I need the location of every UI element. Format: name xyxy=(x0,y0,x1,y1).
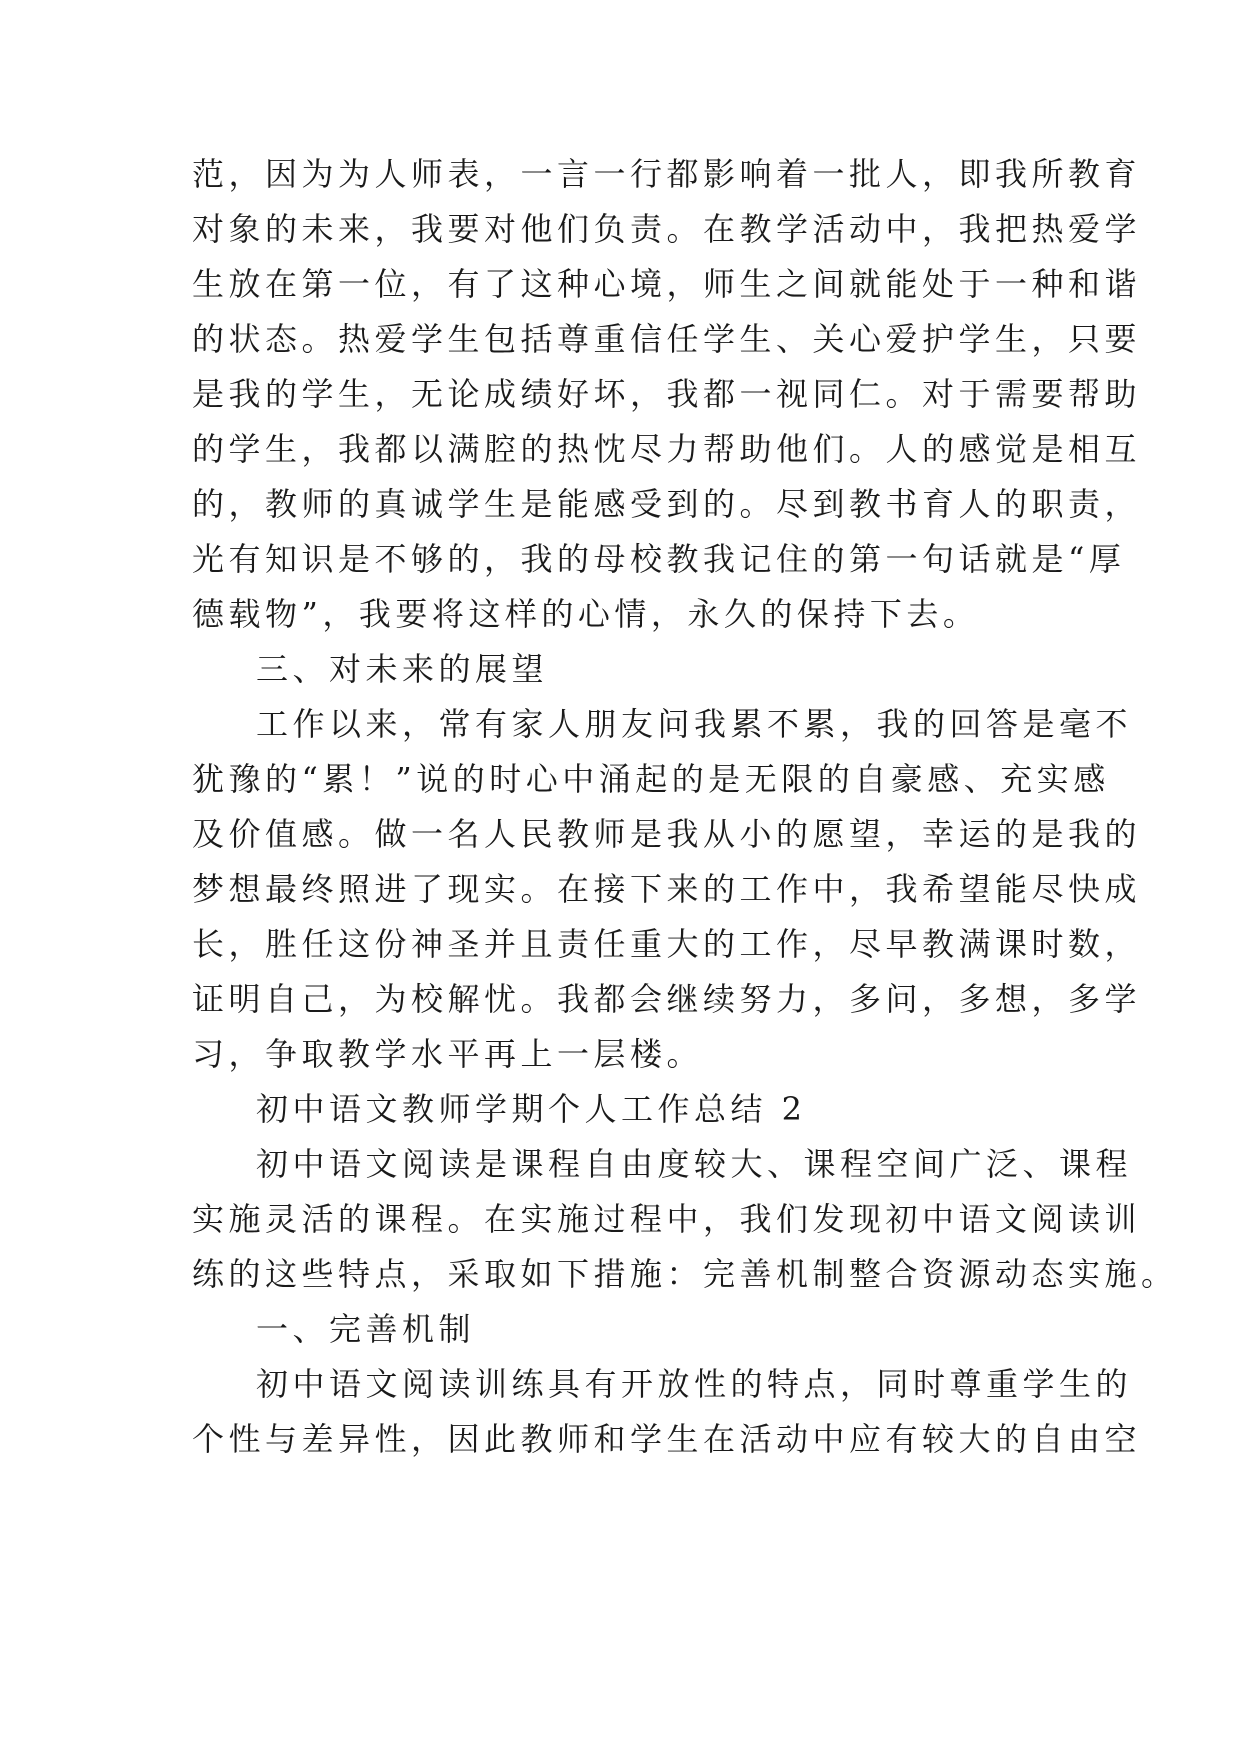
text-line: 实施灵活的课程。在实施过程中，我们发现初中语文阅读训 xyxy=(192,1200,1142,1238)
text-line: 的学生，我都以满腔的热忱尽力帮助他们。人的感觉是相互 xyxy=(192,430,1142,468)
text-line: 生放在第一位，有了这种心境，师生之间就能处于一种和谐 xyxy=(192,265,1142,303)
text-line: 对象的未来，我要对他们负责。在教学活动中，我把热爱学 xyxy=(192,210,1142,248)
text-line: 习，争取教学水平再上一层楼。 xyxy=(192,1035,704,1073)
paragraph-first-line: 初中语文阅读训练具有开放性的特点，同时尊重学生的 xyxy=(256,1365,1133,1403)
article-title: 初中语文教师学期个人工作总结 2 xyxy=(256,1090,807,1128)
text-line: 犹豫的“累！”说的时心中涌起的是无限的自豪感、充实感 xyxy=(192,760,1110,798)
text-line: 长，胜任这份神圣并且责任重大的工作，尽早教满课时数， xyxy=(192,925,1142,963)
text-line: 及价值感。做一名人民教师是我从小的愿望，幸运的是我的 xyxy=(192,815,1142,853)
text-line: 练的这些特点，采取如下措施：完善机制整合资源动态实施。 xyxy=(192,1255,1178,1293)
paragraph-first-line: 初中语文阅读是课程自由度较大、课程空间广泛、课程 xyxy=(256,1145,1133,1183)
text-line: 个性与差异性，因此教师和学生在活动中应有较大的自由空 xyxy=(192,1420,1142,1458)
text-line: 的，教师的真诚学生是能感受到的。尽到教书育人的职责， xyxy=(192,485,1142,523)
text-line: 证明自己，为校解忧。我都会继续努力，多问，多想，多学 xyxy=(192,980,1142,1018)
text-line: 梦想最终照进了现实。在接下来的工作中，我希望能尽快成 xyxy=(192,870,1142,908)
paragraph-first-line: 工作以来，常有家人朋友问我累不累，我的回答是毫不 xyxy=(256,705,1133,743)
section-heading: 三、对未来的展望 xyxy=(256,650,549,688)
text-line: 光有知识是不够的，我的母校教我记住的第一句话就是“厚 xyxy=(192,540,1126,578)
text-line: 是我的学生，无论成绩好坏，我都一视同仁。对于需要帮助 xyxy=(192,375,1142,413)
text-line: 德载物”，我要将这样的心情，永久的保持下去。 xyxy=(192,595,980,633)
text-line: 的状态。热爱学生包括尊重信任学生、关心爱护学生，只要 xyxy=(192,320,1142,358)
text-line: 范，因为为人师表，一言一行都影响着一批人，即我所教育 xyxy=(192,155,1142,193)
section-heading: 一、完善机制 xyxy=(256,1310,476,1348)
